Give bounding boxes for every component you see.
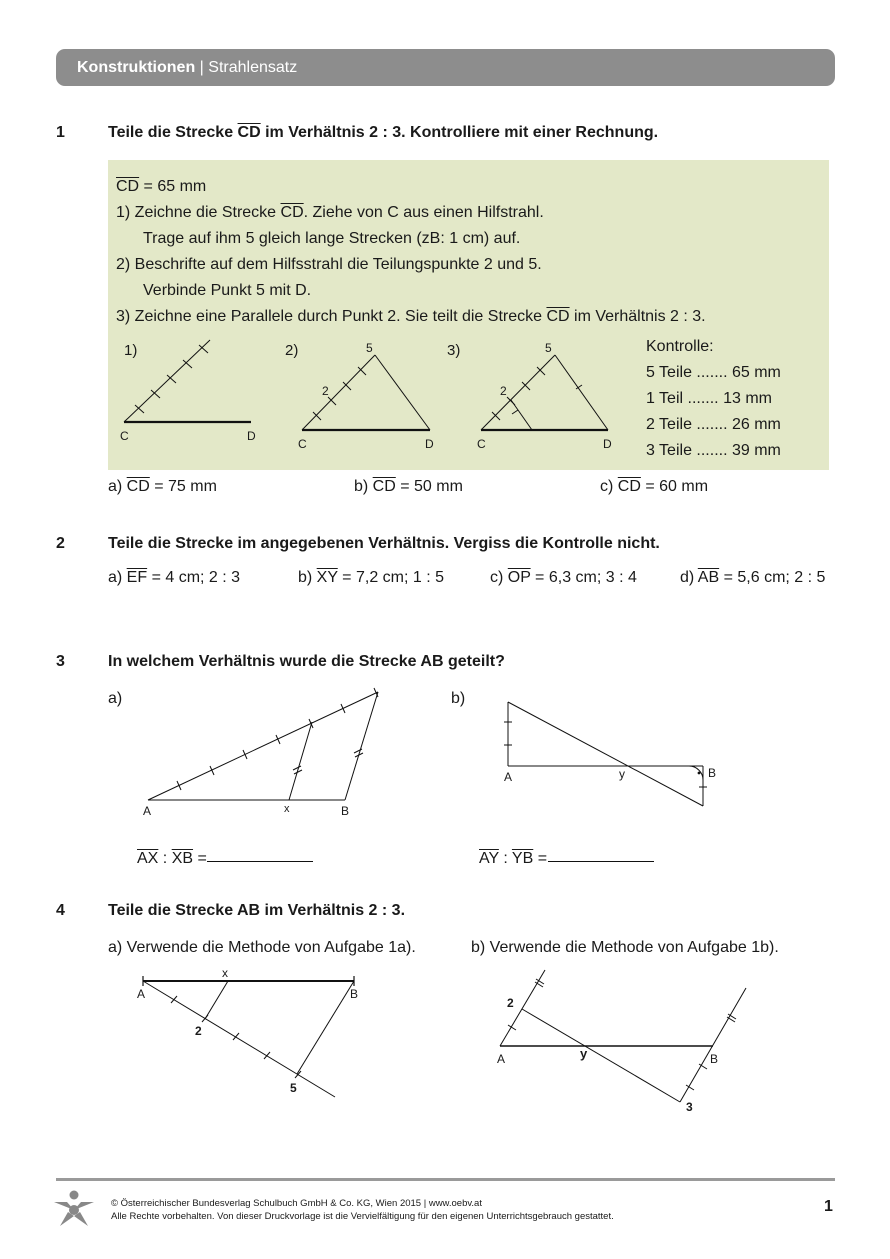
kontrolle-row: 1 Teil ....... 13 mm (646, 390, 772, 407)
fig4a-parallel (205, 981, 228, 1019)
task-1-number: 1 (56, 124, 65, 141)
fig4b-ray-b (680, 988, 746, 1102)
task-2-part-a: a) $\overline{EF} = 4$ cm; 2 : 3 (108, 569, 241, 586)
task-3-answer-b: $\overline{AY}$ : $\overline{YB}$ = (479, 850, 548, 867)
fig1-c: C (120, 429, 129, 443)
fig2-c: C (298, 437, 307, 451)
publisher-logo-icon (54, 1190, 94, 1226)
task-2-part-b: b) $\overline{XY} = 7,2$ cm; 1 : 5 (298, 569, 445, 586)
task-2-title: Teile die Strecke im angegebenen Verhältnis. Vergiss die Kontrolle nicht. (108, 535, 660, 552)
fig4a-connect (297, 981, 354, 1074)
fig3-c: C (477, 437, 486, 451)
task-3-number: 3 (56, 653, 65, 670)
task-2-part-d: d) $\overline{AB} = 5,6$ cm; 2 : 5 (680, 569, 826, 586)
fig3b-a: A (504, 770, 513, 784)
task-3-title: In welchem Verhältnis wurde die Strecke AB geteilt? (108, 653, 505, 670)
task-3-answer-a: $\overline{AX}$ : $\overline{XB}$ = (137, 850, 207, 867)
header-subtitle: Strahlensatz (208, 59, 298, 76)
task-4-title: Teile die Strecke AB im Verhältnis 2 : 3. (108, 902, 406, 919)
footer-copyright: © Österreichischer Bundesverlag Schulbuch GmbH & Co. KG, Wien 2015 | www.oebv.at (111, 1198, 482, 1209)
step-3: 3) Zeichne eine Parallele durch Punkt 2. Sie teilt die Strecke $\overline{CD}$ im Verhältnis 2 : 3. (116, 308, 706, 325)
task-4-b-text: b) Verwende die Methode von Aufgabe 1b). (471, 939, 779, 956)
kontrolle-row: 3 Teile ....... 39 mm (646, 442, 781, 459)
given-length: $\overline{CD} = 65$ mm (116, 178, 207, 195)
kontrolle-row: 5 Teile ....... 65 mm (646, 364, 781, 381)
fig3-point-5: 5 (545, 341, 552, 355)
fig4b-ticks (508, 979, 736, 1090)
fig4a-a: A (137, 987, 146, 1001)
fig3b-b: B (708, 766, 717, 780)
task-2-number: 2 (56, 535, 65, 552)
task-4-a-text: a) Verwende die Methode von Aufgabe 1a). (108, 939, 416, 956)
footer-divider (56, 1178, 835, 1181)
task-1-title: Teile die Strecke $\overline{CD}$ im Verhältnis 2 : 3. Kontrolliere mit einer Rechnung. (108, 124, 659, 141)
step-1a: 1) Zeichne die Strecke $\overline{CD}$. Ziehe von C aus einen Hilfstrahl. (116, 204, 544, 221)
step-2a: 2) Beschrifte auf dem Hilfsstrahl die Teilungspunkte 2 und 5. (116, 256, 542, 273)
fig4b-transversal (522, 1009, 680, 1102)
kontrolle-title: Kontrolle: (646, 338, 714, 355)
task-4-number: 4 (56, 902, 65, 919)
fig3-label: 3) (447, 342, 461, 359)
task-3-a-label: a) (108, 690, 123, 707)
task-1-part-c: c) $\overline{CD} = 60$ mm (600, 478, 709, 495)
page-number: 1 (824, 1198, 833, 1215)
segment-cd: $\overline{CD}$ (237, 124, 261, 141)
fig4a-point-2: 2 (195, 1024, 202, 1038)
task-3-b-label: b) (451, 690, 466, 707)
fig4a-ticks (171, 996, 301, 1078)
fig4b-point-2: 2 (507, 996, 514, 1010)
fig4b-y: y (580, 1046, 588, 1061)
fig3a-x: x (284, 803, 290, 815)
fig4b-b: B (710, 1052, 719, 1066)
fig2-point-2: 2 (322, 384, 329, 398)
step-1b: Trage auf ihm 5 gleich lange Strecken (zB: 1 cm) auf. (143, 230, 521, 247)
fig2-label: 2) (285, 342, 299, 359)
fig2-point-5: 5 (366, 341, 373, 355)
fig4a-point-5: 5 (290, 1081, 297, 1095)
fig2-d: D (425, 437, 434, 451)
header-title: Konstruktionen (77, 59, 196, 76)
fig3-point-2: 2 (500, 384, 507, 398)
fig4b-point-3: 3 (686, 1100, 693, 1114)
task-1-part-a: a) $\overline{CD} = 75$ mm (108, 478, 217, 495)
fig3b-y: y (619, 767, 625, 781)
task-2-part-c: c) $\overline{OP} = 6,3$ cm; 3 : 4 (490, 569, 637, 586)
step-2b: Verbinde Punkt 5 mit D. (143, 282, 312, 299)
fig3a-b: B (341, 804, 350, 818)
fig1-d: D (247, 429, 256, 443)
fig4b-a: A (497, 1052, 506, 1066)
task-1-part-b: b) $\overline{CD} = 50$ mm (354, 478, 463, 495)
header-separator: | (199, 59, 204, 76)
fig4a-ray (143, 981, 335, 1097)
fig4a-b: B (350, 987, 359, 1001)
fig3a-a: A (143, 804, 152, 818)
footer-rights: Alle Rechte vorbehalten. Von dieser Druckvorlage ist die Vervielfältigung für den eigenen Unterrichtsgebrauch gestattet. (111, 1211, 614, 1222)
fig1-label: 1) (124, 342, 138, 359)
fig3-d: D (603, 437, 612, 451)
fig4a-x: x (222, 966, 228, 980)
kontrolle-row: 2 Teile ....... 26 mm (646, 416, 781, 433)
